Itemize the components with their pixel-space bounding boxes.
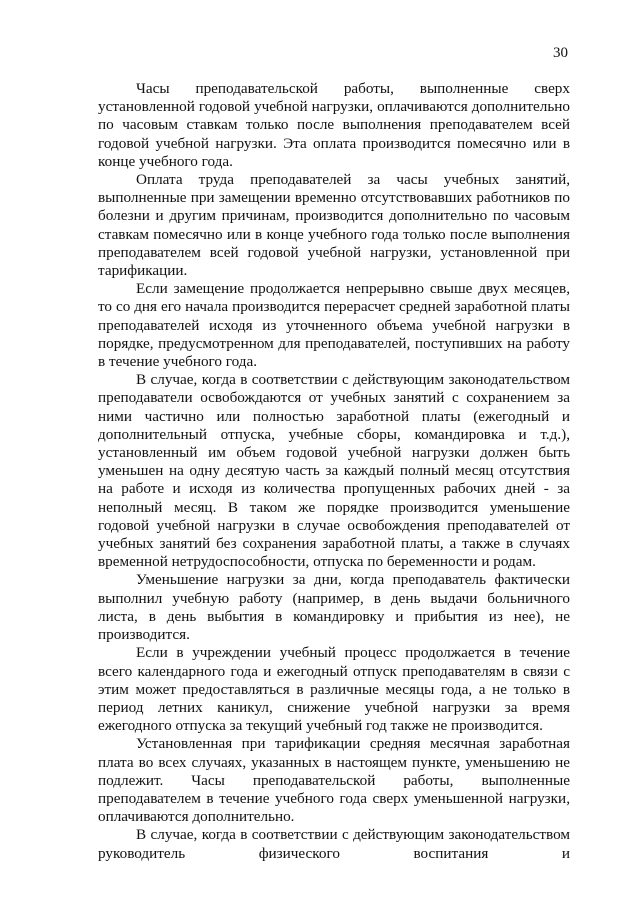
paragraph-long-substitution: Если замещение продолжается непрерывно свыше двух месяцев, то со дня его начала производится перерасчет средней заработной платы преподавателей исходя из уточненного объема учебной нагрузки в порядке, предусмотренном для преподавателей, поступивших на работу в течение учебного года. [98, 280, 570, 371]
paragraph-substitution-pay: Оплата труда преподавателей за часы учебных занятий, выполненные при замещении временно отсутствовавших работников по болезни и другим причинам, производится дополнительно по часовым ставкам помесячно или в конце учебного года только после выполнения преподавателем всей годовой учебной нагрузки, установленной при тарификации. [98, 171, 570, 280]
paragraph-physical-education-head: В случае, когда в соответствии с действующим законодательством руководитель физического воспитания и [98, 826, 570, 862]
paragraph-year-round-process: Если в учреждении учебный процесс продолжается в течение всего календарного года и ежегодный отпуск преподавателям в связи с этим может предоставляться в различные месяцы года, а не только в период летних каникул, снижение учебной нагрузки за время ежегодного отпуска за текущий учебный год также не производится. [98, 644, 570, 735]
paragraph-load-reduction: В случае, когда в соответствии с действующим законодательством преподаватели освобождаются от учебных занятий с сохранением за ними частично или полностью заработной платы (ежегодный и дополнительный отпуска, учебные сборы, командировка и т.д.), установленный им объем годовой учебной нагрузки должен быть уменьшен на одну десятую часть за каждый полный месяц отсутствия на работе и исходя из количества пропущенных рабочих дней - за неполный месяц. В таком же порядке производится уменьшение годовой учебной нагрузки в случае освобождения преподавателей от учебных занятий без сохранения заработной платы, а также в случаях временной нетрудоспособности, отпуска по беременности и родам. [98, 371, 570, 571]
paragraph-overtime-hours: Часы преподавательской работы, выполненные сверх установленной годовой учебной нагрузки, оплачиваются дополнительно по часовым ставкам только после выполнения преподавателем всей годовой учебной нагрузки. Эта оплата производится помесячно или в конце учебного года. [98, 80, 570, 170]
page-number: 30 [553, 45, 568, 61]
paragraph-average-salary: Установленная при тарификации средняя месячная заработная плата во всех случаях, указанных в настоящем пункте, уменьшению не подлежит. Часы преподавательской работы, выполненные преподавателем в течение учебного года сверх уменьшенной нагрузки, оплачиваются дополнительно. [98, 735, 570, 826]
document-body [98, 80, 570, 863]
paragraph-no-reduction-worked-days: Уменьшение нагрузки за дни, когда преподаватель фактически выполнил учебную работу (например, в день выдачи больничного листа, в день выбытия в командировку и прибытия из нее), не производится. [98, 571, 570, 644]
